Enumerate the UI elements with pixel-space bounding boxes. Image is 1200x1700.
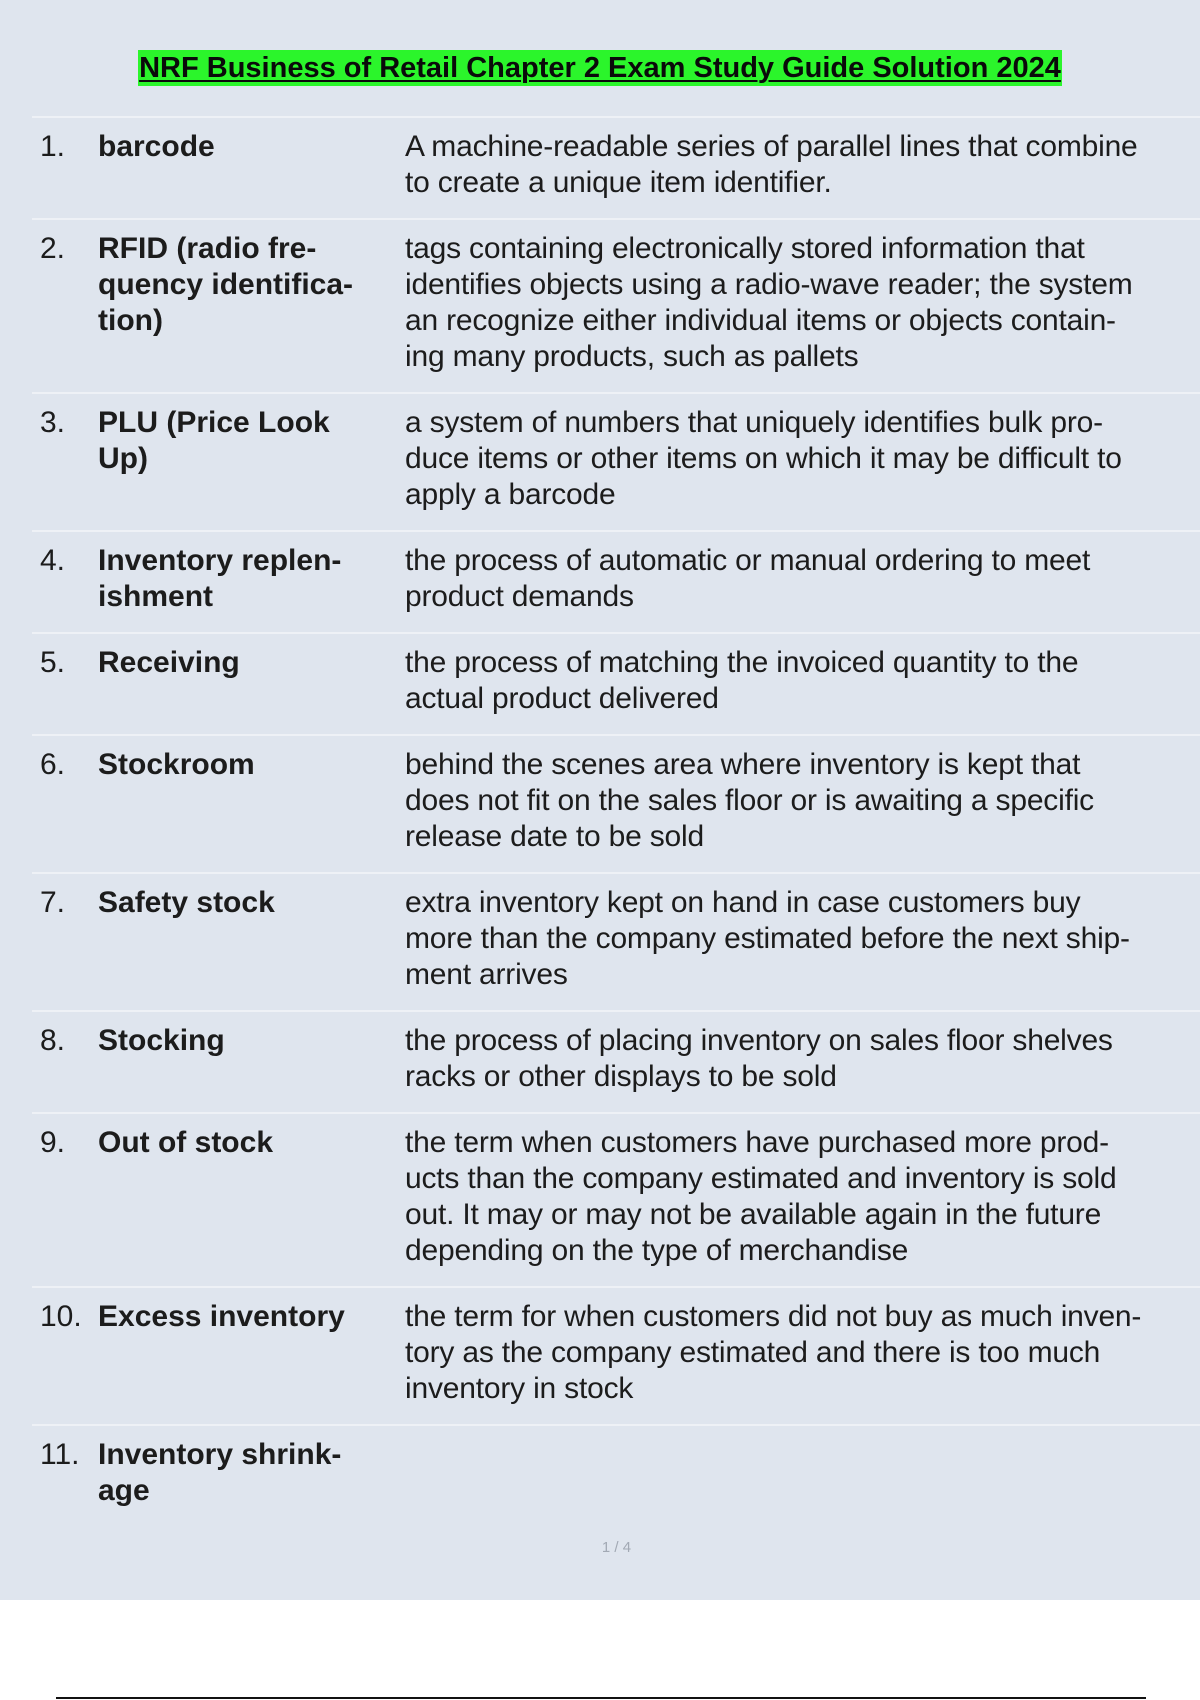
item-number: 9.: [40, 1126, 66, 1159]
list-item: [32, 1114, 1200, 1288]
item-term: Safety stock: [98, 886, 275, 919]
item-number: 3.: [40, 406, 66, 439]
item-definition: [405, 1437, 1200, 1509]
item-definition: a system of numbers that uniquely identifies bulk pro- duce items or other items on which it may be difficult to apply a barcode: [405, 406, 1122, 511]
item-definition: behind the scenes area where inventory is kept that does not fit on the sales floor or is awaiting a specific release date to be sold: [405, 748, 1094, 853]
item-definition: the process of matching the invoiced quantity to the actual product delivered: [405, 646, 1079, 715]
item-term: Stocking: [98, 1024, 225, 1057]
footer-divider: [56, 1697, 1146, 1699]
item-definition: the process of automatic or manual ordering to meet product demands: [405, 544, 1091, 613]
item-term: RFID (radio fre- quency identifica- tion): [98, 232, 354, 337]
item-definition: A machine-readable series of parallel lines that combine to create a unique item identifier.: [405, 130, 1138, 199]
list-item: [32, 118, 1200, 220]
glossary-list: [32, 116, 1200, 1526]
item-definition: the term for when customers did not buy as much inven- tory as the company estimated and there is too much inventory in stock: [405, 1300, 1142, 1405]
item-number: 1.: [40, 130, 66, 163]
item-number: 8.: [40, 1024, 66, 1057]
title-container: [0, 50, 1200, 86]
item-term: Excess inventory: [98, 1300, 345, 1333]
list-item: [32, 1012, 1200, 1114]
list-item: [32, 532, 1200, 634]
item-number: 10.: [40, 1300, 82, 1333]
item-definition: tags containing electronically stored information that identifies objects using a radio-wave reader; the system an recognize either individual items or objects contain- ing many products, such as pallets: [405, 232, 1133, 373]
item-number: 5.: [40, 646, 66, 679]
item-number: 2.: [40, 232, 66, 265]
document-title: NRF Business of Retail Chapter 2 Exam Study Guide Solution 2024: [139, 52, 1061, 84]
list-item: [32, 634, 1200, 736]
list-item: [32, 874, 1200, 1012]
item-term: Inventory replen- ishment: [98, 544, 342, 613]
item-number: 4.: [40, 544, 66, 577]
item-term: barcode: [98, 130, 215, 163]
item-number: 6.: [40, 748, 66, 781]
item-number: 11.: [40, 1438, 80, 1471]
item-term: Receiving: [98, 646, 240, 679]
item-definition: the term when customers have purchased more prod- ucts than the company estimated and inventory is sold out. It may or may not be available again in the future depending on the type of merchandise: [405, 1126, 1117, 1267]
item-term: Out of stock: [98, 1126, 274, 1159]
list-item: [32, 1426, 1200, 1526]
list-item: [32, 736, 1200, 874]
item-term: PLU (Price Look Up): [98, 406, 330, 475]
item-term: Stockroom: [98, 748, 255, 781]
list-item: [32, 220, 1200, 394]
item-term: Inventory shrink- age: [98, 1438, 342, 1507]
page-indicator: 1 / 4: [601, 1539, 632, 1556]
list-item: [32, 1288, 1200, 1426]
item-number: 7.: [40, 886, 66, 919]
list-item: [32, 394, 1200, 532]
item-definition: extra inventory kept on hand in case customers buy more than the company estimated before the next ship- ment arrives: [405, 886, 1130, 991]
item-definition: the process of placing inventory on sales floor shelves racks or other displays to be sold: [405, 1024, 1113, 1093]
